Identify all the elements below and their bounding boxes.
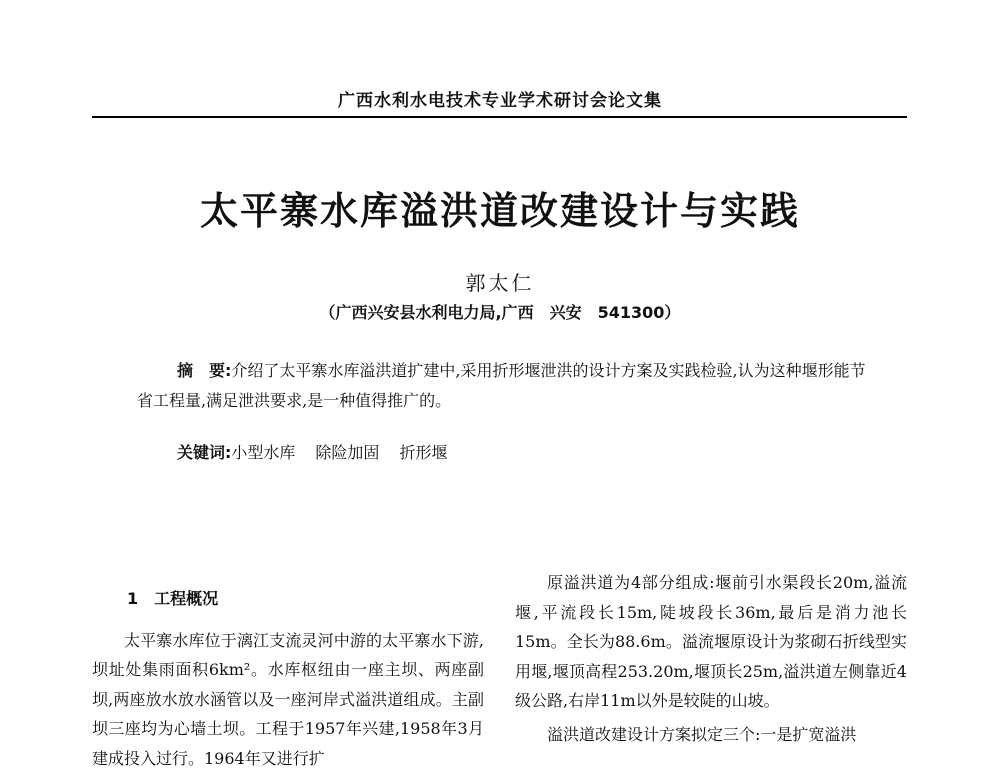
journal-header: 广西水利水电技术专业学术研讨会论文集 bbox=[0, 86, 1000, 111]
keyword-item: 小型水库 bbox=[231, 443, 295, 462]
abstract-label: 摘 要: bbox=[177, 361, 231, 380]
keyword-item: 除险加固 bbox=[315, 443, 379, 462]
paper-author: 郭太仁 bbox=[0, 267, 1000, 296]
left-column bbox=[92, 568, 484, 773]
header-rule bbox=[92, 116, 907, 118]
body-paragraph: 溢洪道改建设计方案拟定三个:一是扩宽溢洪 bbox=[515, 720, 907, 750]
keyword-item: 折形堰 bbox=[399, 443, 447, 462]
body-paragraph: 原溢洪道为4部分组成:堰前引水渠段长20m,溢流堰,平流段长15m,陡坡段长36m,最后是消力池长15m。全长为88.6m。溢流堰原设计为浆砌石折线型实用堰,堰顶高程253.20m,堰顶长25m,溢洪道左侧靠近4级公路,右岸11m以外是较陡的山坡。 bbox=[515, 568, 907, 716]
keywords bbox=[177, 440, 877, 463]
abstract bbox=[137, 356, 867, 416]
right-column bbox=[515, 568, 907, 749]
section-heading: 1 工程概况 bbox=[127, 584, 484, 614]
paper-title: 太平寨水库溢洪道改建设计与实践 bbox=[0, 180, 1000, 235]
paper-affiliation: （广西兴安县水利电力局,广西 兴安 541300） bbox=[0, 300, 1000, 323]
keywords-label: 关键词: bbox=[177, 443, 231, 462]
abstract-text: 介绍了太平寨水库溢洪道扩建中,采用折形堰泄洪的设计方案及实践检验,认为这种堰形能节省工程量,满足泄洪要求,是一种值得推广的。 bbox=[137, 361, 866, 410]
body-paragraph: 太平寨水库位于漓江支流灵河中游的太平寨水下游,坝址处集雨面积6km²。水库枢纽由一座主坝、两座副坝,两座放水放水涵管以及一座河岸式溢洪道组成。主副坝三座均为心墙土坝。工程于1957年兴建,1958年3月建成投入过行。1964年又进行扩 bbox=[92, 626, 484, 773]
